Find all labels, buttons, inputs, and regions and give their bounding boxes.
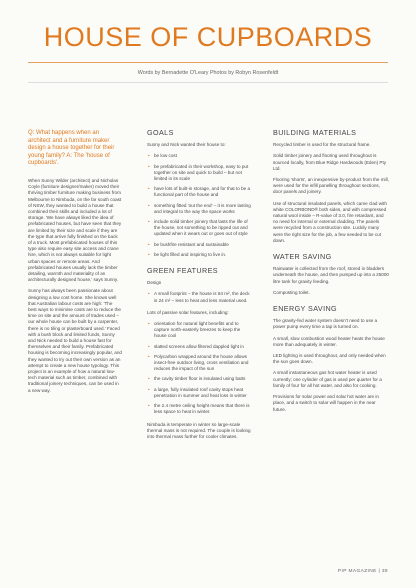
closing-paragraph: Nimbuda is temperate in winter so large-scale thermal mass is not required. The couple is looking into thermal mass further for cooler climates. bbox=[147, 421, 251, 439]
goals-heading: GOALS bbox=[147, 128, 174, 137]
goals-intro: Sunny and Nick wanted their house to: bbox=[147, 142, 226, 148]
body-paragraph: Sunny has always been passionate about designing a low cost home. She knows well that Australian labour costs are high: 'The best ways to minimise costs are to reduce the time on site and the amount of trades used – our whole house can be built by a carpenter, there is no tiling or plasterboard used.' Faced with a bush block and limited funds, Sunny and Nick needed to build a house fast for themselves and their family. Prefabricated housing is becoming increasingly popular, and they wanted to try out their own version as an attempt to create a new house typology. This project is an example of how a natural low-tech material such as timber, combined with traditional joinery techniques, can be used in a new way. bbox=[28, 288, 122, 393]
page-footer: PIP MAGAZINE | 39 bbox=[337, 569, 388, 574]
list-item: • A small footprint – the house is 84 m², the deck is 24 m² – less to heat and less material used. bbox=[154, 291, 251, 303]
body-paragraph: Use of structural insulated panels, which came clad with white COLORBOND® both sides, and with compressed natural wool inside – R-value of 3.0, fire retardant, and no need for internal or external cladding. The panels were recycled from a construction site. Luckily many were the right size for the job, a few needed to be cut down. bbox=[273, 200, 387, 243]
byline-divider bbox=[28, 82, 388, 83]
body-paragraph: Composting toilet. bbox=[273, 289, 310, 295]
list-item: • orientation for natural light benefits and to capture north-easterly breezes to keep the house cool bbox=[154, 321, 251, 340]
list-item: • the 2.4 metre ceiling height means that there is less space to heat in winter. bbox=[154, 403, 251, 415]
goals-list bbox=[147, 153, 251, 258]
passive-intro: Lots of passive solar features, including: bbox=[147, 309, 229, 315]
water-saving-heading: WATER SAVING bbox=[273, 252, 332, 262]
body-paragraph: The gravity-fed water system doesn't need to use a power pump every time a tap is turned on. bbox=[273, 318, 378, 330]
body-paragraph: Provisions for solar power and solar hot water are in place, and a switch to solar will happen in the near future. bbox=[273, 394, 379, 412]
body-paragraph: LED lighting is used throughout, and only needed when the sun goes down. bbox=[273, 353, 386, 365]
body-paragraph: Solid timber joinery and flooring used throughout is sourced locally, from Blue Ridge Hardwoods (Eden) Pty Ltd. bbox=[273, 153, 387, 171]
list-item: • include solid timber joinery that lasts the life of the house, not something to be ripped out and updated when it wears out or goes out of style bbox=[154, 219, 251, 238]
list-item: • the cavity timber floor is insulated using batts bbox=[154, 376, 251, 382]
body-paragraph: Rainwater is collected from the roof, stored in bladders underneath the house, and then pumped up into a 25000 litre tank for gravity feeding. bbox=[273, 266, 389, 284]
list-item: • be prefabricated in their workshop, easy to put together on site and quick to build – but not limited in its scale bbox=[154, 164, 251, 183]
body-paragraph: Flooring 'shorts', an inexpensive by-product from the mill, were used for the infill panelling throughout sections, door panels and joinery. bbox=[273, 177, 389, 195]
list-item: • something fitted 'out the end' – it is more lasting and integral to the way the space works bbox=[154, 203, 251, 215]
passive-list bbox=[147, 321, 251, 415]
intro-question: Q: What happens when an architect and a furniture maker design a house together for their young family? A: The 'house of cupboards'. bbox=[28, 130, 115, 167]
column-3 bbox=[273, 130, 389, 418]
list-item: • be low cost bbox=[154, 153, 251, 159]
energy-saving-heading: ENERGY SAVING bbox=[273, 304, 338, 314]
byline: Words by Bernadette O'Leary Photos by Robyn Rosenfeldt bbox=[137, 70, 279, 76]
list-item: • have lots of built-in storage, and for that to be a functional part of the house and bbox=[154, 186, 251, 198]
design-list bbox=[147, 291, 251, 303]
list-item: • slatted screens allow filtered dappled light in bbox=[154, 344, 251, 350]
list-item: • be bushfire resistant and sustainable bbox=[154, 242, 251, 248]
body-paragraph: A small, slow combustion wood heater heats the house more than adequately in winter. bbox=[273, 335, 385, 347]
title-divider bbox=[28, 62, 388, 63]
list-item: • be light filled and inspiring to live in. bbox=[154, 252, 251, 258]
column-1 bbox=[28, 130, 122, 399]
green-features-heading: GREEN FEATURES bbox=[147, 266, 218, 276]
building-materials-heading: BUILDING MATERIALS bbox=[273, 128, 357, 137]
design-label: Design bbox=[147, 280, 162, 286]
body-paragraph: When Sunny Wilder (architect) and Nicholas Coyle (furniture designer/maker) moved their thriving timber furniture making business from Melbourne to Nimbuda, on the far south coast of NSW, they wanted to build a house that combined their skills and included a lot of storage. 'We have always liked the idea of prefabricated houses, but have seen that they are limited by their size and scale if they are the type that arrive fully finished on the back of a truck. Most prefabricated houses of this type also require easy site access and crane hire, which is not always suitable for light urban spaces or remote areas. And prefabricated houses usually lack the timber detailing, warmth and materiality of an architecturally designed house,' says Sunny. bbox=[28, 177, 122, 283]
article-title: HOUSE OF CUPBOARDS bbox=[43, 22, 373, 52]
body-paragraph: Recycled timber is used for the structural frame. bbox=[273, 142, 371, 148]
list-item: • a large, fully insulated roof cavity stops heat penetration in summer and heat loss in winter bbox=[154, 387, 251, 399]
list-item: • Polycarbon wrapped around the house allows insect-free outdoor living, cross ventilation and reduces the impact of the sun bbox=[154, 354, 251, 373]
body-paragraph: A small instantaneous gas hot water heater is used currently; one cylinder of gas is used per quarter for a family of four for all hot water, and also for cooking. bbox=[273, 370, 382, 388]
column-2 bbox=[147, 130, 251, 445]
